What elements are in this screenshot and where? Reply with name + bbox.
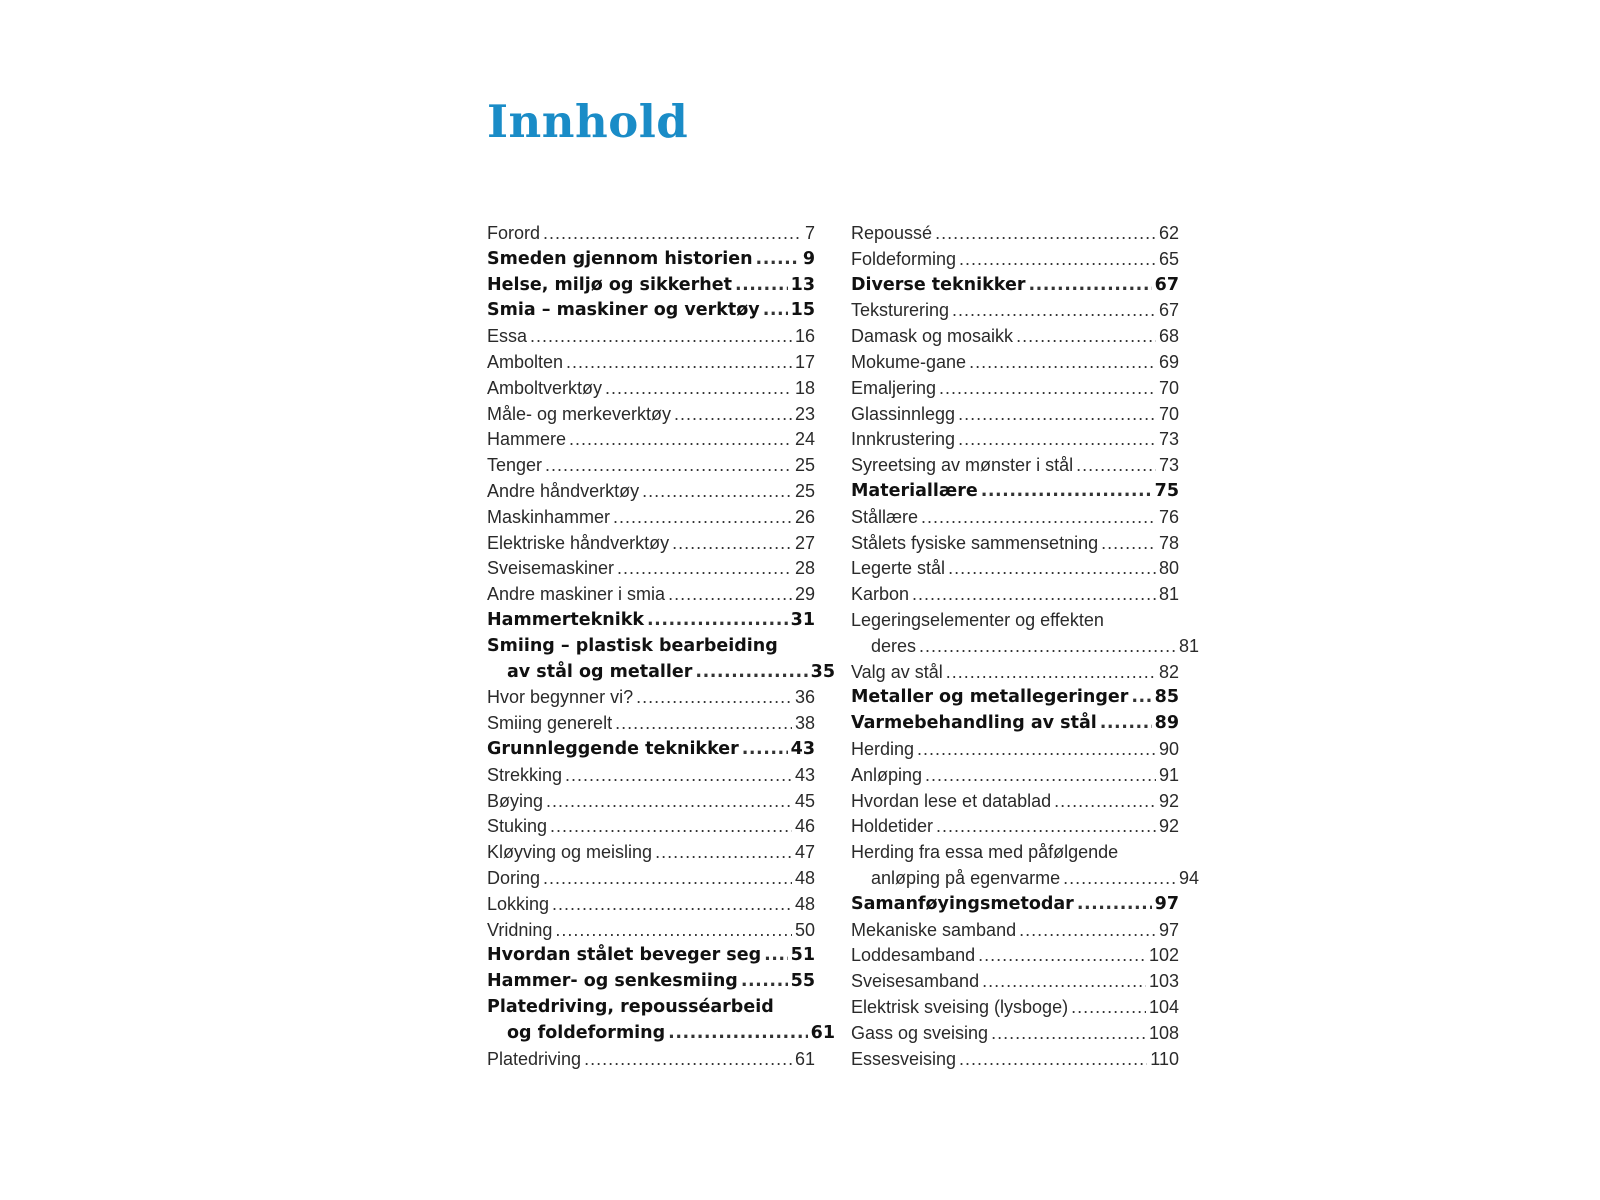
- toc-entry-label: Elektriske håndverktøy: [487, 532, 670, 553]
- dot-leader: [550, 814, 792, 840]
- dot-leader: [764, 943, 788, 969]
- dot-leader: [921, 505, 1156, 531]
- dot-leader: [742, 737, 788, 763]
- toc-entry-label: Andre maskiner i smia: [487, 584, 666, 605]
- toc-entry-label: Mekaniske samband: [851, 919, 1017, 940]
- toc-entry[interactable]: [487, 969, 815, 995]
- toc-entry-page-number: 61: [810, 1022, 835, 1043]
- toc-entry-label: Smiing – plastisk bearbeiding: [487, 635, 778, 656]
- dot-leader: [969, 350, 1156, 376]
- toc-entry-label: Mokume-gane: [851, 351, 967, 372]
- toc-entry-page-number: 97: [1154, 893, 1179, 914]
- toc-entry-page-number: 91: [1158, 764, 1179, 785]
- toc-entry-label: Helse, miljø og sikkerhet: [487, 274, 732, 295]
- toc-entry-label: Hvordan stålet beveger seg: [487, 945, 762, 966]
- toc-entry-label: Hvor begynner vi?: [487, 687, 634, 708]
- toc-entry-page-number: 15: [790, 300, 815, 321]
- toc-entry-label: Smia – maskiner og verktøy: [487, 300, 760, 321]
- toc-entry-page-number: 24: [794, 429, 815, 450]
- toc-entry-label: Strekking: [487, 764, 563, 785]
- toc-entry-page-number: 48: [794, 867, 815, 888]
- toc-entry-label: Innkrustering: [851, 429, 956, 450]
- toc-entry[interactable]: [487, 892, 815, 918]
- dot-leader: [1101, 531, 1156, 557]
- toc-entry-label: Syreetsing av mønster i stål: [851, 455, 1074, 476]
- dot-leader: [1131, 685, 1151, 711]
- toc-entry-label: Platedriving, repousséarbeid: [487, 996, 774, 1017]
- toc-entry-label: Varmebehandling av stål: [851, 713, 1097, 734]
- toc-entry[interactable]: [851, 531, 1179, 557]
- toc-entry-page-number: 108: [1148, 1022, 1179, 1043]
- dot-leader: [545, 453, 792, 479]
- toc-entry-page-number: 89: [1154, 713, 1179, 734]
- toc-entry-label: Måle- og merkeverktøy: [487, 403, 672, 424]
- dot-leader: [939, 376, 1156, 402]
- toc-entry-label: Hammer- og senkesmiing: [487, 971, 738, 992]
- dot-leader: [981, 479, 1152, 505]
- toc-entry-page-number: 92: [1158, 790, 1179, 811]
- toc-entry[interactable]: [487, 453, 815, 479]
- toc-entry-label-continued: anløping på egenvarme: [871, 867, 1061, 888]
- toc-entry-label: Hvordan lese et datablad: [851, 790, 1052, 811]
- dot-leader: [1071, 995, 1146, 1021]
- dot-leader: [655, 840, 792, 866]
- toc-entry-page-number: 62: [1158, 223, 1179, 243]
- toc-entry[interactable]: [851, 556, 1179, 582]
- dot-leader: [530, 324, 792, 350]
- toc-entry-page-number: 26: [794, 506, 815, 527]
- toc-entry-page-number: 70: [1158, 403, 1179, 424]
- toc-entry-label: Sveisemaskiner: [487, 558, 615, 579]
- toc-entry-page-number: 16: [794, 326, 815, 347]
- toc-entry[interactable]: [851, 995, 1179, 1021]
- toc-entry[interactable]: [487, 840, 815, 866]
- toc-entry-page-number: 70: [1158, 377, 1179, 398]
- dot-leader: [605, 376, 792, 402]
- toc-entry-label: Diverse teknikker: [851, 274, 1026, 295]
- toc-entry[interactable]: [851, 273, 1179, 299]
- toc-entry-page-number: 81: [1158, 584, 1179, 605]
- toc-entry-page-number: 31: [790, 609, 815, 630]
- toc-entry-label: Damask og mosaikk: [851, 326, 1014, 347]
- toc-entry-page-number: 67: [1154, 274, 1179, 295]
- toc-entry[interactable]: [487, 402, 815, 428]
- toc-entry-label: Stållære: [851, 506, 919, 527]
- toc-entry-page-number: 104: [1148, 996, 1179, 1017]
- toc-entry-page-number: 78: [1158, 532, 1179, 553]
- toc-entry-page-number: 47: [794, 842, 815, 863]
- toc-entry-label: Karbon: [851, 584, 910, 605]
- toc-entry[interactable]: [851, 789, 1179, 815]
- toc-entry[interactable]: [487, 582, 815, 608]
- toc-right-column: [851, 221, 1199, 1072]
- toc-entry[interactable]: [851, 324, 1179, 350]
- dot-leader: [946, 660, 1156, 686]
- toc-entry[interactable]: [851, 969, 1179, 995]
- toc-entry-page-number: 81: [1178, 635, 1199, 656]
- toc-entry-page-number: 80: [1158, 558, 1179, 579]
- toc-entry-page-number: 69: [1158, 351, 1179, 372]
- toc-entry[interactable]: [487, 608, 815, 634]
- dot-leader: [917, 737, 1156, 763]
- toc-entry-page-number: 73: [1158, 429, 1179, 450]
- toc-entry-label: Gass og sveising: [851, 1022, 989, 1043]
- toc-entry-label: Vridning: [487, 919, 553, 940]
- toc-entry-label: Legerte stål: [851, 558, 946, 579]
- dot-leader: [636, 685, 792, 711]
- toc-entry-label: Tenger: [487, 455, 543, 476]
- toc-entry-label: Foldeforming: [851, 248, 957, 269]
- dot-leader: [991, 1021, 1146, 1047]
- toc-entry-label: Amboltverktøy: [487, 377, 603, 398]
- dot-leader: [936, 814, 1156, 840]
- dot-leader: [617, 556, 792, 582]
- toc-entry-page-number: 18: [794, 377, 815, 398]
- dot-leader: [668, 582, 792, 608]
- toc-entry[interactable]: [487, 763, 815, 789]
- toc-entry[interactable]: [487, 376, 815, 402]
- toc-entry-page-number: 90: [1158, 738, 1179, 759]
- toc-entry-page-number: 82: [1158, 661, 1179, 682]
- toc-entry[interactable]: [487, 711, 815, 737]
- toc-entry-page-number: 76: [1158, 506, 1179, 527]
- dot-leader: [1028, 273, 1151, 299]
- dot-leader: [569, 427, 792, 453]
- dot-leader: [735, 273, 788, 299]
- toc-left-column: [487, 221, 835, 1072]
- toc-entry[interactable]: [487, 995, 835, 1047]
- toc-entry-page-number: 73: [1158, 455, 1179, 476]
- dot-leader: [668, 1021, 807, 1047]
- toc-entry-page-number: 103: [1148, 971, 1179, 992]
- dot-leader: [978, 943, 1146, 969]
- toc-entry[interactable]: [851, 298, 1179, 324]
- toc-entry-label: Stålets fysiske sammensetning: [851, 532, 1099, 553]
- dot-leader: [565, 763, 792, 789]
- toc-entry[interactable]: [851, 247, 1179, 273]
- toc-entry[interactable]: [851, 892, 1179, 918]
- toc-entry-label: Andre håndverktøy: [487, 480, 640, 501]
- dot-leader: [959, 247, 1156, 273]
- toc-entry-page-number: 65: [1158, 248, 1179, 269]
- toc-entry[interactable]: [851, 608, 1199, 660]
- dot-leader: [555, 918, 792, 944]
- dot-leader: [948, 556, 1156, 582]
- dot-leader: [1019, 918, 1156, 944]
- toc-entry-label-continued: deres: [871, 635, 917, 656]
- toc-entry[interactable]: [487, 298, 815, 324]
- toc-entry[interactable]: [487, 556, 815, 582]
- toc-entry[interactable]: [851, 582, 1179, 608]
- toc-entry-label: Maskinhammer: [487, 506, 611, 527]
- dot-leader: [642, 479, 792, 505]
- toc-entry-page-number: 38: [794, 713, 815, 734]
- dot-leader: [1016, 324, 1156, 350]
- toc-entry-page-number: 25: [794, 455, 815, 476]
- dot-leader: [615, 711, 792, 737]
- toc-entry[interactable]: [851, 685, 1179, 711]
- dot-leader: [1100, 711, 1152, 737]
- toc-entry[interactable]: [851, 1021, 1179, 1047]
- toc-entry-label: Smiing generelt: [487, 713, 613, 734]
- dot-leader: [695, 660, 807, 686]
- toc-entry-label: Materiallære: [851, 480, 978, 501]
- toc-entry[interactable]: [851, 737, 1179, 763]
- toc-entry[interactable]: [487, 943, 815, 969]
- dot-leader: [756, 247, 800, 273]
- page-title: Innhold: [487, 95, 689, 148]
- toc-entry-page-number: 43: [794, 764, 815, 785]
- toc-entry[interactable]: [487, 505, 815, 531]
- toc-entry[interactable]: [487, 273, 815, 299]
- dot-leader: [674, 402, 792, 428]
- toc-entry[interactable]: [487, 350, 815, 376]
- toc-entry[interactable]: [851, 221, 1179, 247]
- toc-entry-page-number: 97: [1158, 919, 1179, 940]
- dot-leader: [935, 221, 1156, 247]
- dot-leader: [543, 866, 792, 892]
- dot-leader: [958, 402, 1156, 428]
- toc-entry-page-number: 23: [794, 403, 815, 424]
- toc-entry-label: Holdetider: [851, 816, 934, 837]
- dot-leader: [584, 1047, 792, 1073]
- dot-leader: [672, 531, 792, 557]
- toc-entry[interactable]: [487, 737, 815, 763]
- toc-entry-label: Legeringselementer og effekten: [851, 609, 1104, 630]
- toc-entry-page-number: 29: [794, 584, 815, 605]
- dot-leader: [741, 969, 788, 995]
- toc-entry-label: Loddesamband: [851, 945, 976, 966]
- toc-entry[interactable]: [851, 918, 1179, 944]
- toc-entry[interactable]: [851, 505, 1179, 531]
- toc-entry-page-number: 9: [802, 248, 815, 269]
- dot-leader: [952, 298, 1156, 324]
- toc-entry-label: Valg av stål: [851, 661, 943, 682]
- toc-entry[interactable]: [487, 634, 835, 686]
- toc-entry[interactable]: [851, 840, 1199, 892]
- toc-entry[interactable]: [851, 350, 1179, 376]
- toc-entry-page-number: 55: [790, 971, 815, 992]
- dot-leader: [546, 789, 792, 815]
- dot-leader: [958, 427, 1156, 453]
- toc-entry[interactable]: [851, 427, 1179, 453]
- toc-entry-label: Repoussé: [851, 223, 933, 243]
- toc-entry[interactable]: [851, 943, 1179, 969]
- toc-entry-page-number: 92: [1158, 816, 1179, 837]
- toc-entry-page-number: 17: [794, 351, 815, 372]
- dot-leader: [1063, 866, 1176, 892]
- toc-entry-page-number: 43: [790, 738, 815, 759]
- dot-leader: [1076, 453, 1156, 479]
- toc-entry[interactable]: [487, 1047, 815, 1073]
- toc-entry-page-number: 50: [794, 919, 815, 940]
- dot-leader: [912, 582, 1156, 608]
- toc-entry-page-number: 51: [790, 945, 815, 966]
- toc-entry-label: Forord: [487, 223, 541, 243]
- toc-entry[interactable]: [487, 479, 815, 505]
- toc-entry-label-continued: og foldeforming: [507, 1022, 666, 1043]
- dot-leader: [543, 221, 802, 247]
- toc-entry[interactable]: [851, 660, 1179, 686]
- toc-entry-page-number: 13: [790, 274, 815, 295]
- toc-entry-label: Essesveising: [851, 1048, 957, 1069]
- toc-entry-label: Elektrisk sveising (lysboge): [851, 996, 1069, 1017]
- toc-entry[interactable]: [851, 711, 1179, 737]
- toc-entry-page-number: 102: [1148, 945, 1179, 966]
- toc-entry-label: Herding: [851, 738, 915, 759]
- toc-entry-page-number: 110: [1150, 1048, 1179, 1069]
- toc-entry-label: Smeden gjennom historien: [487, 248, 753, 269]
- toc-entry[interactable]: [487, 789, 815, 815]
- toc-entry-label: Anløping: [851, 764, 923, 785]
- toc-entry[interactable]: [851, 376, 1179, 402]
- dot-leader: [925, 763, 1156, 789]
- toc-entry-label: Glassinnlegg: [851, 403, 956, 424]
- toc-entry-label: Platedriving: [487, 1048, 582, 1069]
- toc-entry-page-number: 28: [794, 558, 815, 579]
- toc-entry[interactable]: [851, 763, 1179, 789]
- toc-entry-page-number: 67: [1158, 300, 1179, 321]
- toc-entry-page-number: 61: [794, 1048, 815, 1069]
- dot-leader: [982, 969, 1146, 995]
- toc-entry-page-number: 36: [794, 687, 815, 708]
- toc-entry-page-number: 7: [804, 223, 815, 243]
- toc-entry-label: Kløyving og meisling: [487, 842, 653, 863]
- toc-entry-page-number: 48: [794, 893, 815, 914]
- toc-entry[interactable]: [487, 221, 815, 247]
- toc-entry-label-continued: av stål og metaller: [507, 661, 693, 682]
- dot-leader: [613, 505, 792, 531]
- toc-entry-label: Herding fra essa med påfølgende: [851, 842, 1119, 863]
- toc-entry[interactable]: [851, 453, 1179, 479]
- toc-entry[interactable]: [851, 479, 1179, 505]
- toc-entry[interactable]: [487, 247, 815, 273]
- toc-entry-label: Ambolten: [487, 351, 564, 372]
- toc-entry[interactable]: [487, 918, 815, 944]
- toc-entry-label: Grunnleggende teknikker: [487, 738, 739, 759]
- toc-entry-label: Essa: [487, 326, 528, 347]
- toc-entry-page-number: 85: [1154, 687, 1179, 708]
- toc-entry[interactable]: [851, 814, 1179, 840]
- toc-entry-label: Metaller og metallegeringer: [851, 687, 1129, 708]
- dot-leader: [1054, 789, 1156, 815]
- toc-entry-label: Doring: [487, 867, 541, 888]
- toc-entry-page-number: 25: [794, 480, 815, 501]
- toc-entry-page-number: 27: [794, 532, 815, 553]
- toc-entry-label: Lokking: [487, 893, 550, 914]
- toc-entry[interactable]: [851, 402, 1179, 428]
- toc-entry-page-number: 35: [810, 661, 835, 682]
- toc-entry-label: Stuking: [487, 816, 548, 837]
- toc-entry-page-number: 75: [1154, 480, 1179, 501]
- toc-entry-label: Teksturering: [851, 300, 950, 321]
- dot-leader: [763, 298, 788, 324]
- dot-leader: [647, 608, 788, 634]
- dot-leader: [959, 1047, 1147, 1073]
- toc-entry-page-number: 45: [794, 790, 815, 811]
- toc-entry-page-number: 68: [1158, 326, 1179, 347]
- toc-entry-label: Samanføyingsmetodar: [851, 893, 1074, 914]
- toc-entry-label: Emaljering: [851, 377, 937, 398]
- dot-leader: [552, 892, 792, 918]
- toc-entry[interactable]: [487, 866, 815, 892]
- toc-entry-label: Hammerteknikk: [487, 609, 645, 630]
- toc-entry[interactable]: [487, 531, 815, 557]
- toc-entry[interactable]: [487, 427, 815, 453]
- toc-entry-page-number: 46: [794, 816, 815, 837]
- toc-entry-label: Hammere: [487, 429, 567, 450]
- toc-entry-label: Bøying: [487, 790, 544, 811]
- dot-leader: [566, 350, 792, 376]
- dot-leader: [1077, 892, 1152, 918]
- toc-entry[interactable]: [487, 324, 815, 350]
- toc-entry-label: Sveisesamband: [851, 971, 980, 992]
- toc-entry[interactable]: [851, 1047, 1179, 1073]
- toc-entry-page-number: 94: [1178, 867, 1199, 888]
- dot-leader: [919, 634, 1176, 660]
- toc-entry[interactable]: [487, 685, 815, 711]
- toc-entry[interactable]: [487, 814, 815, 840]
